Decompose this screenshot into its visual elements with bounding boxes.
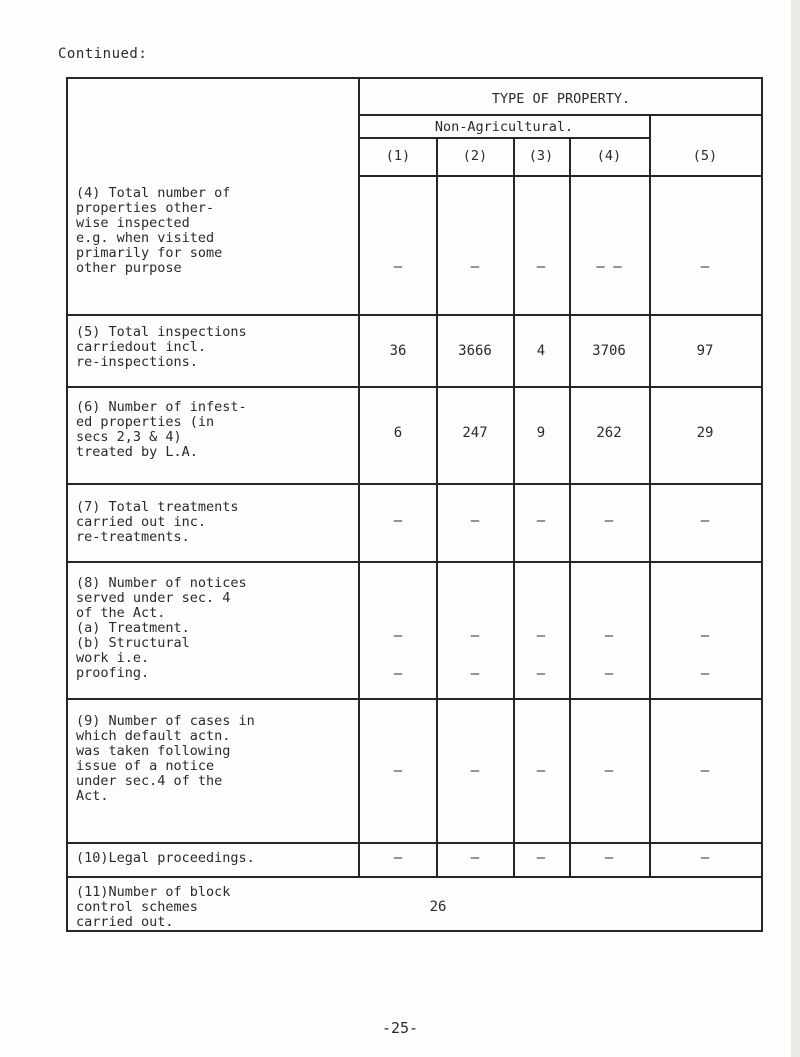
row-5-col-4: 3706 [592, 343, 626, 359]
line-under-nonag [359, 137, 649, 139]
row-9-col-2: – [470, 763, 480, 779]
row-10-col-2: – [470, 850, 480, 866]
page-number: -25- [381, 1019, 419, 1037]
row-7-col-1: – [393, 513, 403, 529]
column-1-header: (1) [385, 148, 411, 164]
row-11-label: (11)Number of block control schemes carried out. [76, 884, 231, 930]
line-top [66, 77, 763, 79]
line-after-r5 [66, 386, 763, 388]
line-after-r4 [66, 314, 763, 316]
line-after-r7 [66, 561, 763, 563]
column-3-header: (3) [528, 148, 554, 164]
row-10-col-5: – [700, 850, 710, 866]
line-label-col [358, 77, 360, 876]
row-8-label: (8) Number of notices served under sec. 4 of the Act. (a) Treatment. (b) Structural work i.e. proofing. [76, 575, 247, 681]
row-10-label: (10)Legal proceedings. [76, 850, 255, 866]
row-8a-col-5: – [700, 628, 710, 644]
row-9-col-1: – [393, 763, 403, 779]
row-5-label: (5) Total inspections carriedout incl. re-inspections. [76, 324, 247, 370]
line-left [66, 77, 68, 932]
row-6-col-2: 247 [462, 425, 488, 441]
row-11-value: 26 [429, 899, 447, 915]
row-4-col-2: – [470, 259, 480, 275]
type-of-property-header: TYPE OF PROPERTY. [491, 91, 631, 107]
row-5-col-1: 36 [389, 343, 407, 359]
row-6-label: (6) Number of infest- ed properties (in secs 2,3 & 4) treated by L.A. [76, 399, 247, 460]
row-9-col-4: – [604, 763, 614, 779]
row-5-col-5: 97 [696, 343, 714, 359]
line-after-r10 [66, 876, 763, 878]
row-9-col-3: – [536, 763, 546, 779]
row-9-label: (9) Number of cases in which default actn. was taken following issue of a notice under sec.4 of the Act. [76, 713, 255, 804]
column-4-header: (4) [596, 148, 622, 164]
row-8b-col-1: – [393, 666, 403, 682]
row-6-col-1: 6 [393, 425, 403, 441]
row-7-col-5: – [700, 513, 710, 529]
row-4-col-4: – – [596, 259, 622, 275]
line-after-r9 [66, 842, 763, 844]
line-after-r8 [66, 698, 763, 700]
row-4-col-1: – [393, 259, 403, 275]
row-4-label: (4) Total number of properties other- wise inspected e.g. when visited primarily for some other purpose [76, 185, 231, 276]
line-bottom [66, 930, 763, 932]
row-6-col-3: 9 [536, 425, 546, 441]
row-8a-col-3: – [536, 628, 546, 644]
line-under-cols [359, 175, 763, 177]
row-8a-col-1: – [393, 628, 403, 644]
column-5-header: (5) [692, 148, 718, 164]
row-6-col-5: 29 [696, 425, 714, 441]
row-7-col-2: – [470, 513, 480, 529]
row-8b-col-3: – [536, 666, 546, 682]
row-8a-col-4: – [604, 628, 614, 644]
row-10-col-3: – [536, 850, 546, 866]
non-agricultural-header: Non-Agricultural. [434, 119, 574, 135]
row-4-col-5: – [700, 259, 710, 275]
column-2-header: (2) [462, 148, 488, 164]
row-5-col-2: 3666 [458, 343, 492, 359]
line-under-type [359, 114, 763, 116]
row-9-col-5: – [700, 763, 710, 779]
row-7-col-3: – [536, 513, 546, 529]
row-4-col-3: – [536, 259, 546, 275]
page-heading: Continued: [58, 46, 148, 62]
row-8b-col-2: – [470, 666, 480, 682]
row-8b-col-4: – [604, 666, 614, 682]
row-8b-col-5: – [700, 666, 710, 682]
row-7-label: (7) Total treatments carried out inc. re-treatments. [76, 499, 239, 545]
row-5-col-3: 4 [536, 343, 546, 359]
row-7-col-4: – [604, 513, 614, 529]
row-8a-col-2: – [470, 628, 480, 644]
line-col4 [649, 114, 651, 876]
line-after-r6 [66, 483, 763, 485]
row-6-col-4: 262 [596, 425, 622, 441]
line-right [761, 77, 763, 932]
row-10-col-4: – [604, 850, 614, 866]
row-10-col-1: – [393, 850, 403, 866]
